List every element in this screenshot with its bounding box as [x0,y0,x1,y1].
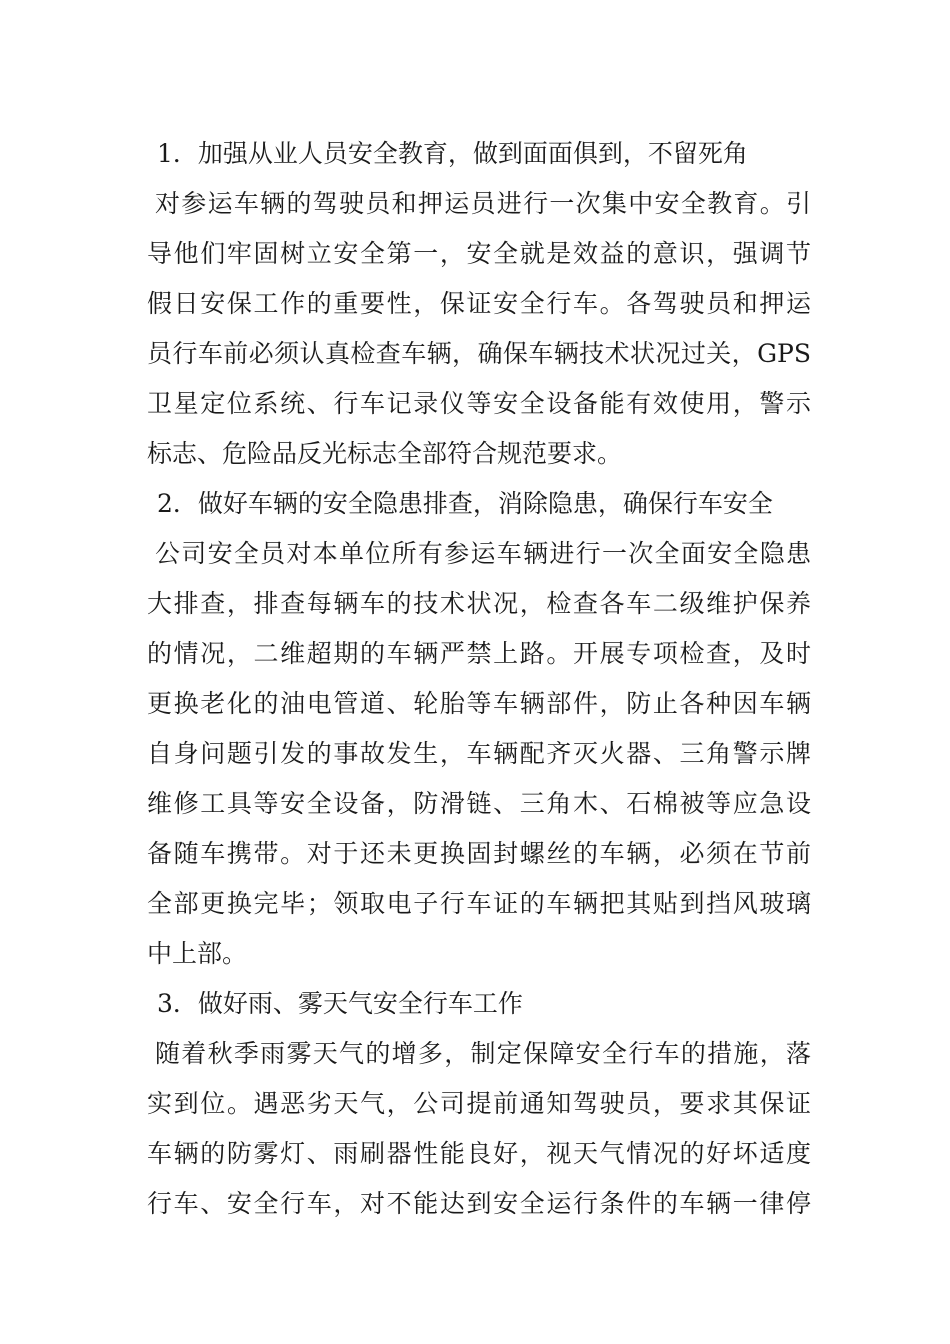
paragraph-line: 对参运车辆的驾驶员和押运员进行一次集中安全教育。引 [155,189,811,218]
paragraph-line: 公司安全员对本单位所有参运车辆进行一次全面安全隐患 [155,539,811,568]
paragraph-line: 实到位。遇恶劣天气，公司提前通知驾驶员，要求其保证 [147,1089,811,1118]
paragraph-line: 员行车前必须认真检查车辆，确保车辆技术状况过关，GPS [147,339,811,368]
document-body [147,129,811,1229]
section-heading-3: 3．做好雨、雾天气安全行车工作 [157,989,523,1018]
paragraph-line: 更换老化的油电管道、轮胎等车辆部件，防止各种因车辆 [147,689,811,718]
paragraph-line: 全部更换完毕；领取电子行车证的车辆把其贴到挡风玻璃 [147,889,811,918]
paragraph-line: 随着秋季雨雾天气的增多，制定保障安全行车的措施，落 [155,1039,811,1068]
paragraph-line: 中上部。 [147,939,248,968]
paragraph-line: 导他们牢固树立安全第一，安全就是效益的意识，强调节 [147,239,811,268]
paragraph-line: 的情况，二维超期的车辆严禁上路。开展专项检查，及时 [147,639,811,668]
paragraph-line: 大排查，排查每辆车的技术状况，检查各车二级维护保养 [147,589,811,618]
section-heading-2: 2．做好车辆的安全隐患排查，消除隐患，确保行车安全 [157,489,773,518]
paragraph-line: 假日安保工作的重要性，保证安全行车。各驾驶员和押运 [147,289,811,318]
paragraph-line: 车辆的防雾灯、雨刷器性能良好，视天气情况的好坏适度 [147,1139,811,1168]
paragraph-line: 备随车携带。对于还未更换固封螺丝的车辆，必须在节前 [147,839,811,868]
paragraph-line: 标志、危险品反光标志全部符合规范要求。 [147,439,623,468]
paragraph-line: 卫星定位系统、行车记录仪等安全设备能有效使用，警示 [147,389,811,418]
section-heading-1: 1．加强从业人员安全教育，做到面面俱到，不留死角 [157,139,748,168]
paragraph-line: 自身问题引发的事故发生，车辆配齐灭火器、三角警示牌 [147,739,811,768]
paragraph-line: 行车、安全行车，对不能达到安全运行条件的车辆一律停 [147,1189,811,1218]
paragraph-line: 维修工具等安全设备，防滑链、三角木、石棉被等应急设 [147,789,811,818]
